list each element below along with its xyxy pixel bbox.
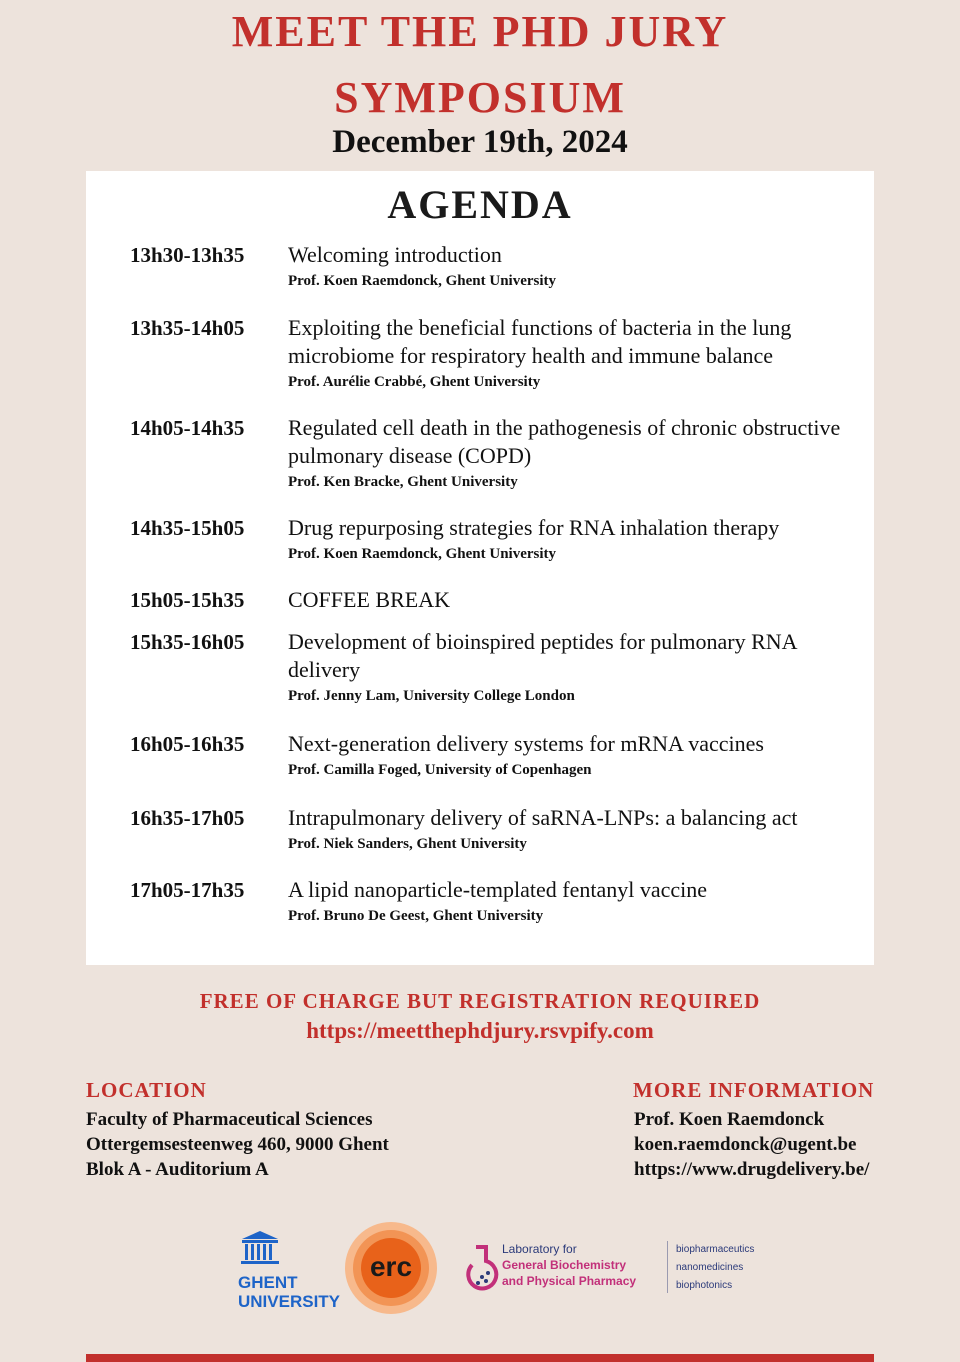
agenda-speaker: Prof. Bruno De Geest, Ghent University [288,908,544,924]
agenda-time: 13h30-13h35 [130,243,245,267]
lab-title-line1: Laboratory for [502,1242,577,1256]
symposium-date: December 19th, 2024 [332,124,628,160]
agenda-time: 16h35-17h05 [130,806,245,830]
agenda-time: 15h05-15h35 [130,588,245,612]
agenda-time: 14h35-15h05 [130,516,245,540]
lab-logo [462,1239,762,1299]
agenda-speaker: Prof. Koen Raemdonck, Ghent University [288,546,557,562]
agenda-talk: A lipid nanoparticle-templated fentanyl vaccine [288,877,708,902]
agenda-time: 15h35-16h05 [130,630,245,654]
lab-divider [667,1241,668,1293]
lab-tag-biophotonics: biophotonics [676,1280,733,1291]
location-details [86,1107,389,1182]
agenda-talk: Exploiting the beneficial functions of bacteria in the lung microbiome for respiratory health and immune balance [288,315,792,368]
agenda-speaker: Prof. Ken Bracke, Ghent University [288,474,518,490]
contact-name: Prof. Koen Raemdonck [634,1109,825,1130]
symposium-title-line2: SYMPOSIUM [334,73,626,122]
agenda-talk: Regulated cell death in the pathogenesis of chronic obstructive pulmonary disease (COPD) [288,415,841,468]
agenda-time: 16h05-16h35 [130,732,245,756]
more-info-heading: MORE INFORMATION [633,1078,875,1102]
ghent-university-logo [238,1229,341,1329]
bottom-accent-bar [86,1354,874,1362]
ghent-building-icon [238,1229,282,1269]
erc-wordmark: erc [369,1251,413,1282]
location-heading: LOCATION [86,1078,207,1102]
agenda-time: 13h35-14h05 [130,316,245,340]
more-info-details [634,1107,869,1182]
agenda-speaker: Prof. Jenny Lam, University College London [288,688,575,704]
location-faculty: Faculty of Pharmaceutical Sciences [86,1109,373,1130]
agenda-talk: COFFEE BREAK [288,587,450,612]
ugent-line1: GHENT [238,1273,298,1292]
location-room: Blok A - Auditorium A [86,1159,269,1180]
erc-logo [342,1219,440,1317]
agenda-title: AGENDA [387,182,573,227]
lab-title-line3: and Physical Pharmacy [502,1274,637,1288]
lab-tag-biopharmaceutics: biopharmaceutics [676,1244,755,1255]
symposium-title-line1: MEET THE PHD JURY [231,7,729,56]
contact-email[interactable]: koen.raemdonck@ugent.be [634,1134,857,1155]
location-address: Ottergemsesteenweg 460, 9000 Ghent [86,1134,389,1155]
flask-icon [462,1243,500,1295]
agenda-talk: Development of bioinspired peptides for pulmonary RNA delivery [288,629,797,682]
agenda-talk: Intrapulmonary delivery of saRNA-LNPs: a balancing act [288,805,798,830]
lab-tag-nanomedicines: nanomedicines [676,1262,744,1273]
agenda-talk: Next-generation delivery systems for mRNA vaccines [288,731,764,756]
contact-website[interactable]: https://www.drugdelivery.be/ [634,1159,870,1180]
agenda-time: 17h05-17h35 [130,878,245,902]
agenda-speaker: Prof. Koen Raemdonck, Ghent University [288,273,557,289]
agenda-speaker: Prof. Aurélie Crabbé, Ghent University [288,374,541,390]
agenda-talk: Drug repurposing strategies for RNA inhalation therapy [288,515,780,540]
agenda-speaker: Prof. Niek Sanders, Ghent University [288,836,527,852]
registration-notice: FREE OF CHARGE BUT REGISTRATION REQUIRED [199,989,761,1013]
agenda-card [86,171,874,965]
agenda-time: 14h05-14h35 [130,416,245,440]
sponsor-logos [0,1215,960,1325]
registration-link[interactable]: https://meetthephdjury.rsvpify.com [306,1018,654,1043]
agenda-talk: Welcoming introduction [288,242,502,267]
erc-dots-icon [342,1219,440,1317]
lab-title-line2: General Biochemistry [502,1258,627,1272]
ugent-line2: UNIVERSITY [238,1292,341,1311]
agenda-speaker: Prof. Camilla Foged, University of Copenhagen [288,762,592,778]
